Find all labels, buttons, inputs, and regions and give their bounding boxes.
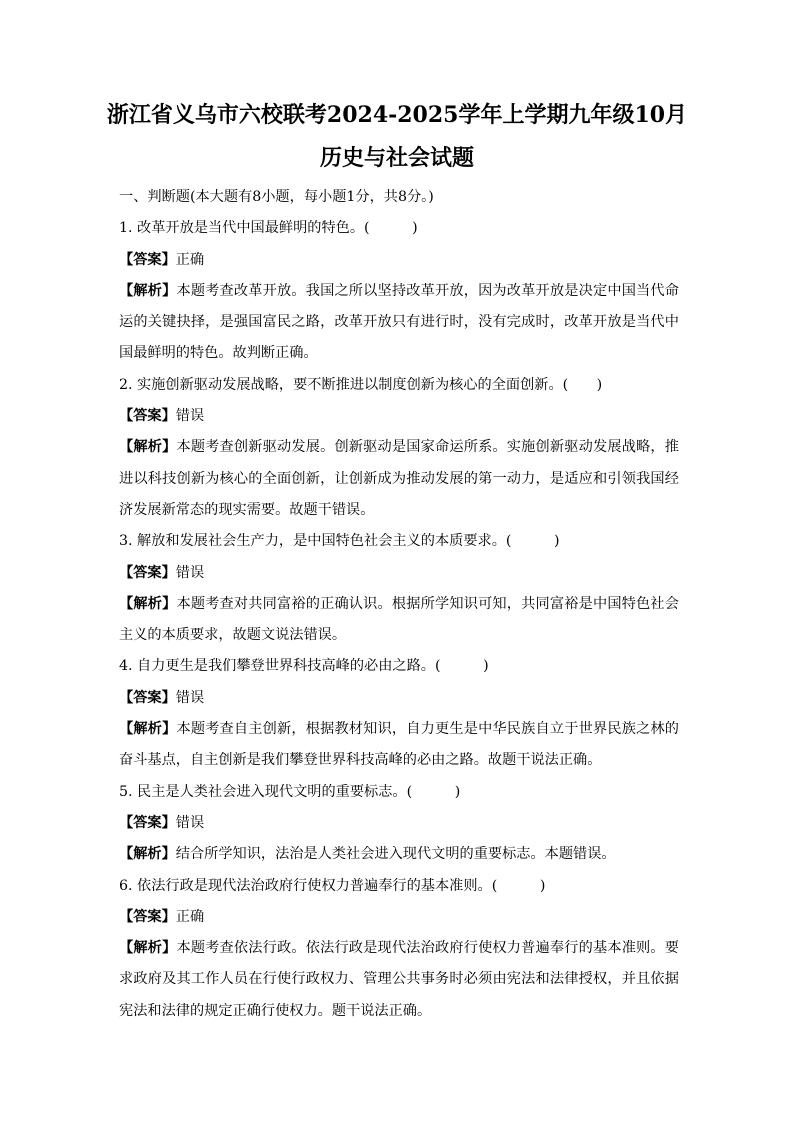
analysis-text: 本题考查改革开放。我国之所以坚持改革开放，因为改革开放是决定中国当代命运的关键抉择，是强国富民之路，改革开放只有进行时，没有完成时，改革开放是当代中国最鲜明的特色。故判断正确。 <box>119 282 679 362</box>
question-block <box>119 370 679 526</box>
question-stem: 2. 实施创新驱动发展战略，要不断推进以制度创新为核心的全面创新。( ) <box>119 376 603 393</box>
analysis-paragraph <box>119 589 679 652</box>
document-body <box>119 182 679 1027</box>
analysis-paragraph <box>119 714 679 777</box>
answer-line <box>119 683 679 714</box>
answer-line <box>119 902 679 933</box>
answer-value: 正确 <box>175 908 205 925</box>
answer-line <box>119 808 679 839</box>
analysis-tag: 【解析】 <box>119 595 177 612</box>
answer-line <box>119 401 679 432</box>
answer-tag: 【答案】 <box>119 689 176 706</box>
analysis-text: 本题考查对共同富裕的正确认识。根据所学知识可知，共同富裕是中国特色社会主义的本质要求，故题文说法错误。 <box>119 595 679 644</box>
answer-tag: 【答案】 <box>119 908 176 925</box>
analysis-tag: 【解析】 <box>119 439 177 456</box>
answer-value: 错误 <box>175 689 205 706</box>
question-stem: 5. 民主是人类社会进入现代文明的重要标志。( ) <box>119 783 461 800</box>
question-stem: 1. 改革开放是当代中国最鲜明的特色。( ) <box>119 220 418 237</box>
question-stem: 4. 自力更生是我们攀登世界科技高峰的必由之路。( ) <box>119 658 489 675</box>
answer-tag: 【答案】 <box>119 814 176 831</box>
answer-tag: 【答案】 <box>119 251 176 268</box>
answer-tag: 【答案】 <box>119 408 176 425</box>
analysis-paragraph <box>119 432 679 526</box>
question-block <box>119 651 679 776</box>
answer-line <box>119 558 679 589</box>
answer-line <box>119 245 679 276</box>
answer-value: 错误 <box>175 814 205 831</box>
answer-value: 错误 <box>175 564 205 581</box>
answer-value: 正确 <box>175 251 205 268</box>
question-stem: 3. 解放和发展社会生产力，是中国特色社会主义的本质要求。( ) <box>119 533 560 550</box>
section-header: 一、判断题(本大题有8小题，每小题1分，共8分。) <box>119 189 434 205</box>
document-subtitle: 历史与社会试题 <box>319 145 474 171</box>
analysis-text: 本题考查依法行政。依法行政是现代法治政府行使权力普遍奉行的基本准则。要求政府及其工作人员在行使行政权力、管理公共事务时必须由宪法和法律授权，并且依据宪法和法律的规定正确行使权力。题干说法正确。 <box>119 940 679 1019</box>
answer-tag: 【答案】 <box>119 564 176 581</box>
question-block <box>119 526 679 651</box>
analysis-text: 本题考查创新驱动发展。创新驱动是国家命运所系。实施创新驱动发展战略，推进以科技创新为核心的全面创新，让创新成为推动发展的第一动力，是适应和引领我国经济发展新常态的现实需要。故题干错误。 <box>119 439 679 518</box>
analysis-tag: 【解析】 <box>119 282 177 299</box>
analysis-text: 本题考查自主创新，根据教材知识，自力更生是中华民族自立于世界民族之林的奋斗基点，自主创新是我们攀登世界科技高峰的必由之路。故题干说法正确。 <box>119 721 679 769</box>
document-title: 浙江省义乌市六校联考2024-2025学年上学期九年级10月 <box>106 102 688 128</box>
analysis-paragraph <box>119 276 679 370</box>
analysis-text: 结合所学知识，法治是人类社会进入现代文明的重要标志。本题错误。 <box>175 846 616 863</box>
answer-value: 错误 <box>175 408 205 425</box>
question-block <box>119 777 679 871</box>
question-block <box>119 213 679 369</box>
analysis-tag: 【解析】 <box>119 721 177 738</box>
analysis-tag: 【解析】 <box>119 846 176 863</box>
question-block <box>119 871 679 1027</box>
question-stem: 6. 依法行政是现代法治政府行使权力普遍奉行的基本准则。( ) <box>119 877 546 894</box>
analysis-paragraph <box>119 839 679 870</box>
analysis-paragraph <box>119 933 679 1027</box>
analysis-tag: 【解析】 <box>119 940 177 957</box>
